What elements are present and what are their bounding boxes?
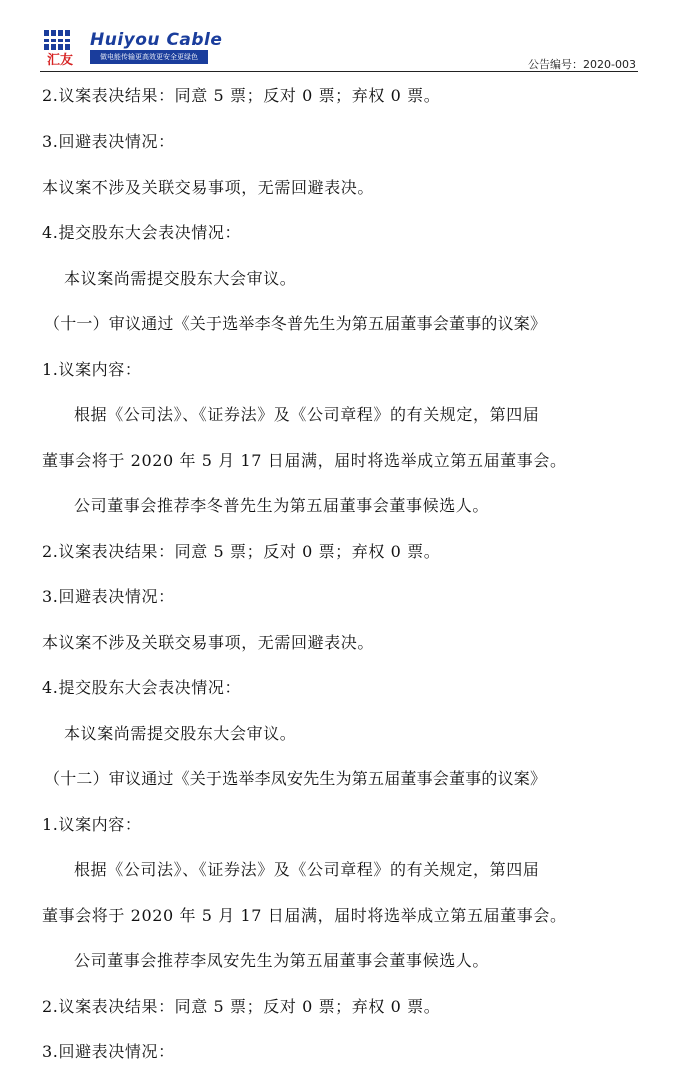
section-heading: （十一）审议通过《关于选举李冬普先生为第五届董事会董事的议案》: [44, 314, 547, 333]
page-header: [40, 26, 638, 72]
paragraph: 3.回避表决情况：: [42, 132, 175, 151]
paragraph: 本议案不涉及关联交易事项，无需回避表决。: [42, 178, 375, 197]
paragraph: 2.议案表决结果：同意 5 票；反对 0 票；弃权 0 票。: [42, 542, 441, 561]
logo-brand-text: Huiyou Cable: [90, 30, 223, 50]
logo-tagline: 做电能传输更高效更安全更绿色: [90, 50, 208, 64]
paragraph: 根据《公司法》、《证券法》及《公司章程》的有关规定，第四届: [74, 405, 540, 424]
header-divider: [40, 71, 638, 72]
paragraph: 本议案不涉及关联交易事项，无需回避表决。: [42, 633, 375, 652]
paragraph: 1.议案内容：: [42, 360, 142, 379]
paragraph: 董事会将于 2020 年 5 月 17 日届满，届时将选举成立第五届董事会。: [42, 906, 567, 925]
section-heading: （十二）审议通过《关于选举李凤安先生为第五届董事会董事的议案》: [44, 769, 547, 788]
paragraph: 3.回避表决情况：: [42, 1042, 175, 1061]
paragraph: 本议案尚需提交股东大会审议。: [64, 724, 297, 743]
announcement-number: 公告编号：2020-003: [528, 58, 636, 71]
company-logo: [40, 26, 223, 70]
paragraph: 1.议案内容：: [42, 815, 142, 834]
paragraph: 董事会将于 2020 年 5 月 17 日届满，届时将选举成立第五届董事会。: [42, 451, 567, 470]
paragraph: 根据《公司法》、《证券法》及《公司章程》的有关规定，第四届: [74, 860, 540, 879]
paragraph: 3.回避表决情况：: [42, 587, 175, 606]
paragraph: 公司董事会推荐李冬普先生为第五届董事会董事候选人。: [74, 496, 490, 515]
paragraph: 本议案尚需提交股东大会审议。: [64, 269, 297, 288]
paragraph: 4.提交股东大会表决情况：: [42, 223, 242, 242]
cable-logo-icon: [40, 28, 84, 68]
paragraph: 公司董事会推荐李凤安先生为第五届董事会董事候选人。: [74, 951, 490, 970]
paragraph: 2.议案表决结果：同意 5 票；反对 0 票；弃权 0 票。: [42, 86, 441, 105]
paragraph: 2.议案表决结果：同意 5 票；反对 0 票；弃权 0 票。: [42, 997, 441, 1016]
paragraph: 4.提交股东大会表决情况：: [42, 678, 242, 697]
logo-cn-text: 汇友: [46, 53, 74, 68]
